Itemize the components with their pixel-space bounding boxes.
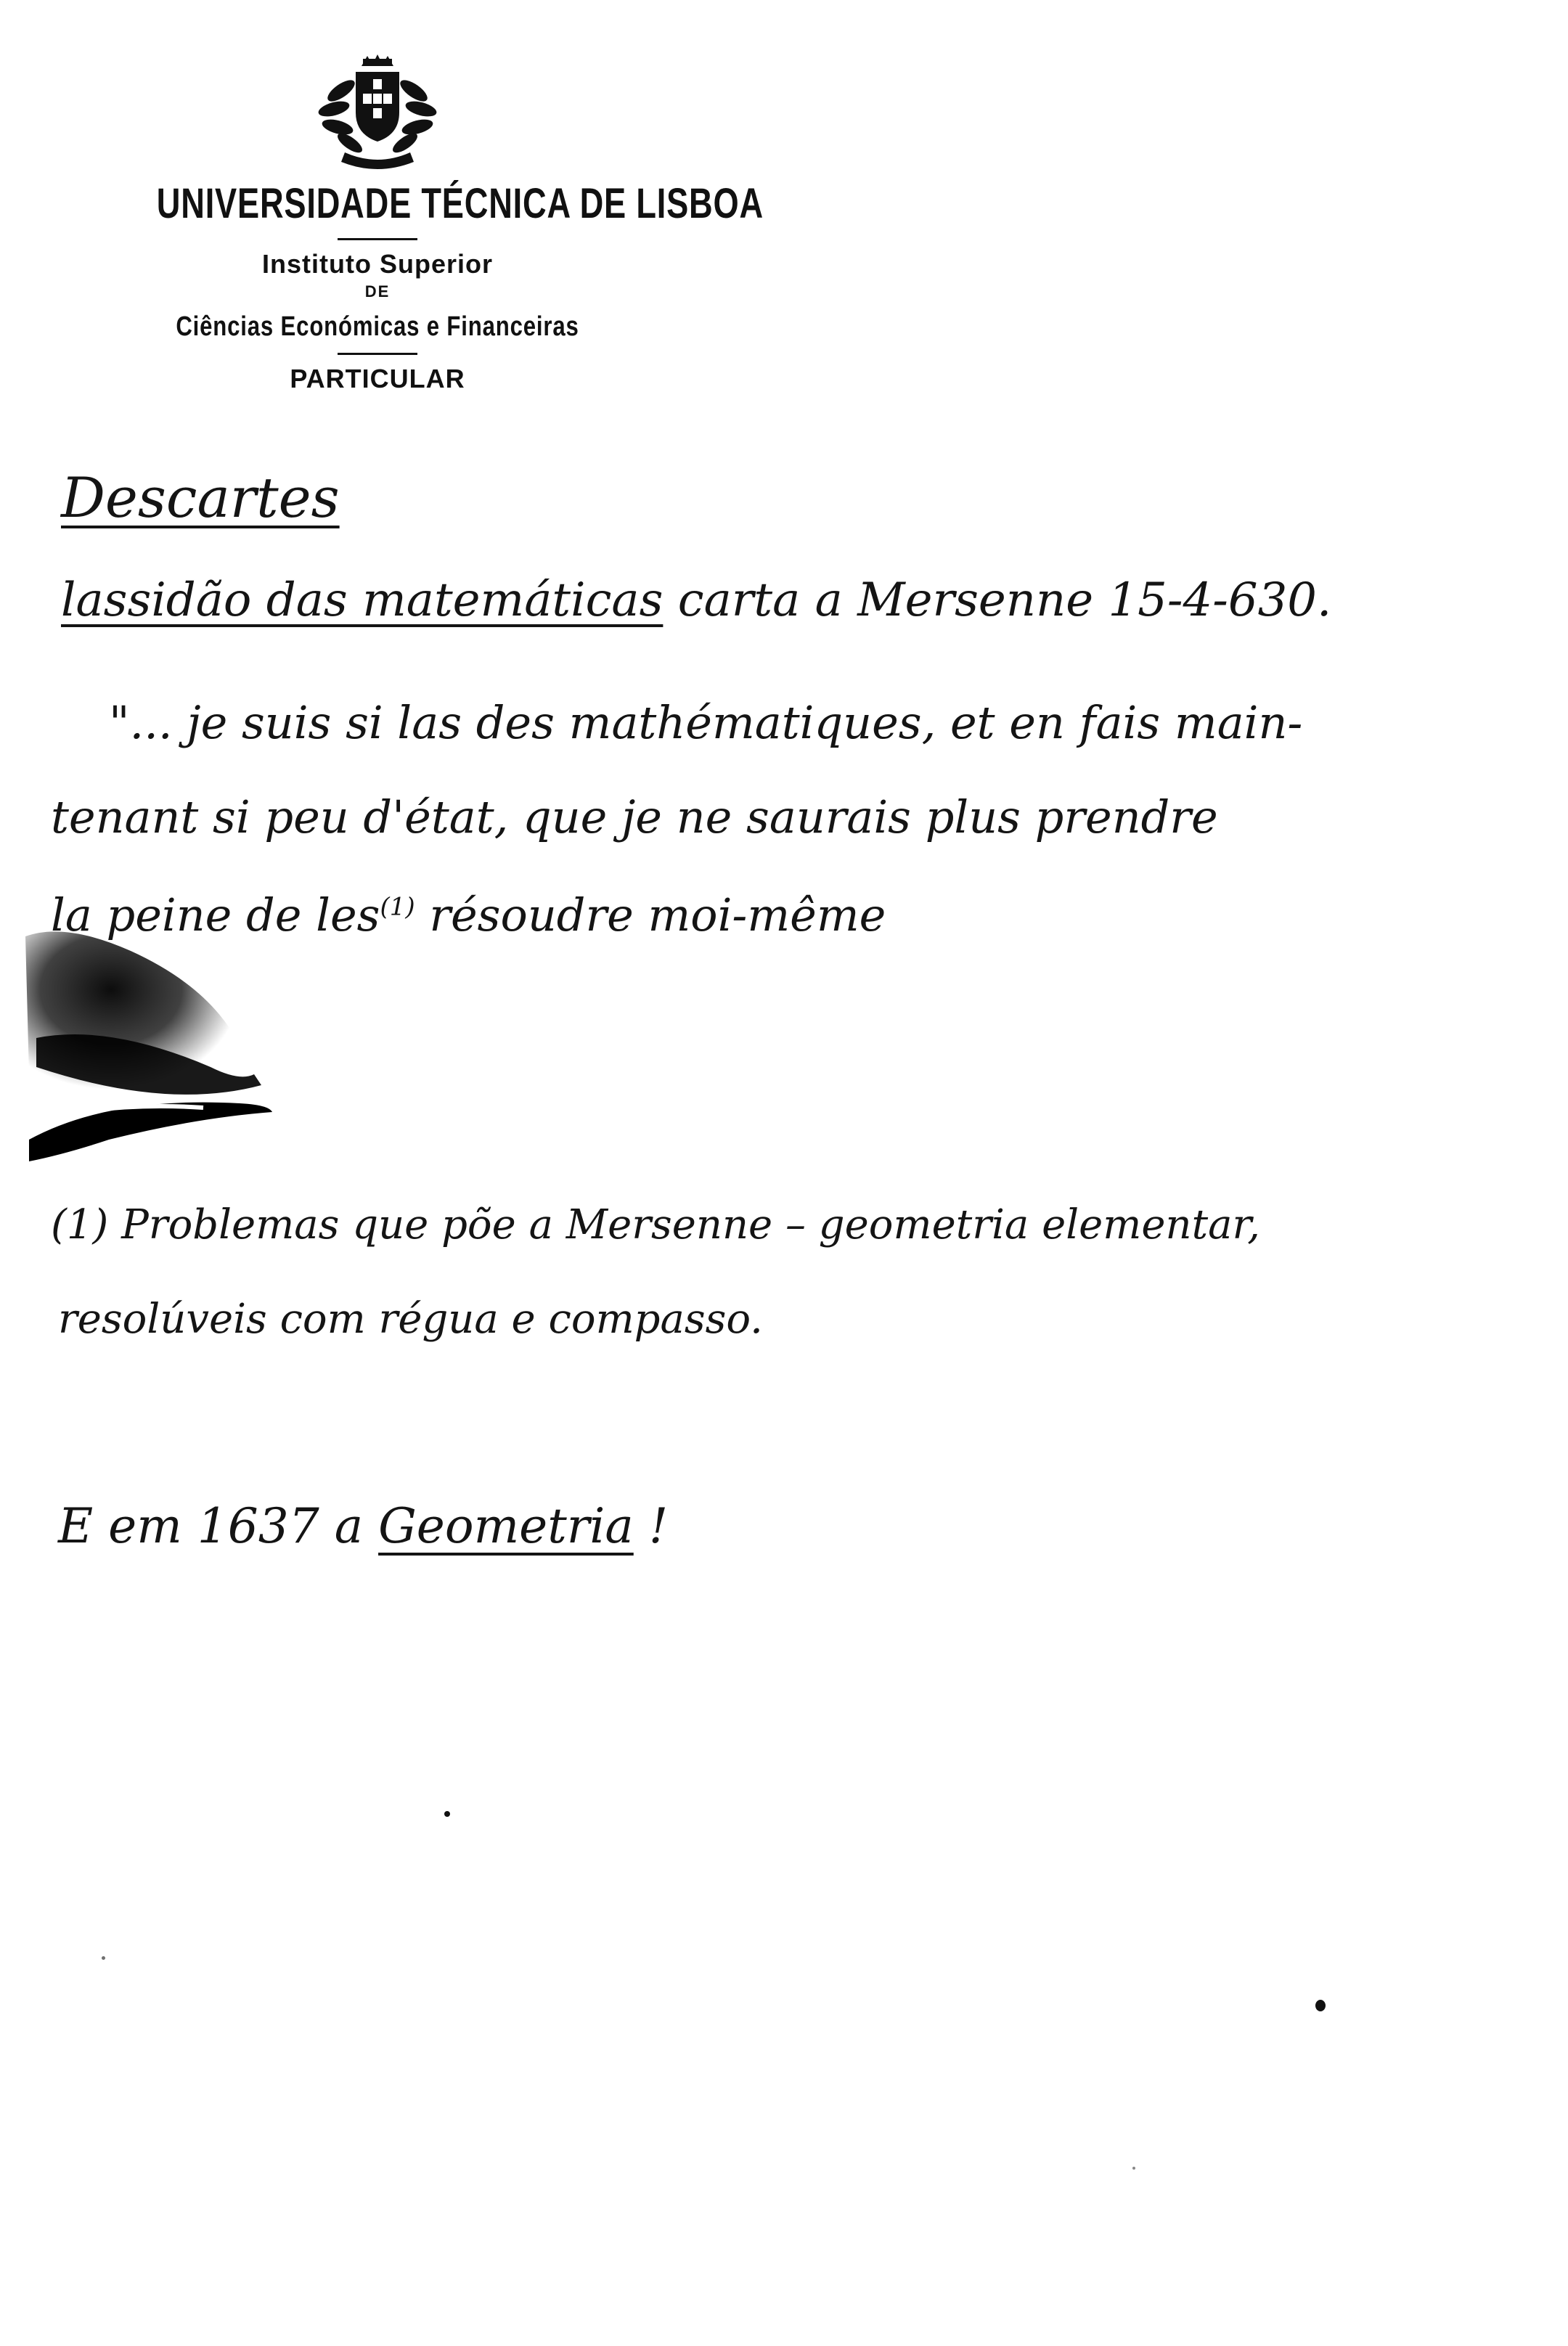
note-line-1 — [61, 573, 1332, 627]
ink-smudge — [22, 922, 298, 1176]
faculty-name: Ciências Económicas e Financeiras — [176, 311, 579, 342]
closing-line — [58, 1498, 669, 1554]
ink-speck — [1315, 2000, 1326, 2011]
divider — [338, 353, 417, 355]
closing-work-title: Geometria — [378, 1498, 634, 1554]
note-title: Descartes — [61, 465, 340, 530]
institute-connector: DE — [364, 282, 391, 301]
letterhead — [94, 54, 764, 394]
note-subject: lassidão das matemáticas — [61, 573, 663, 627]
closing-line-end: ! — [633, 1498, 669, 1554]
letterhead-label: PARTICULAR — [290, 364, 465, 393]
university-name: UNIVERSIDADE TÉCNICA DE LISBOA — [156, 180, 764, 227]
quote-line-1: "... je suis si las des mathématiques, et en fais main- — [109, 696, 1303, 749]
footnote-line-2: resolúveis com régua e compasso. — [58, 1296, 763, 1343]
footnote-marker: (1) — [380, 892, 415, 922]
ink-speck — [102, 1956, 105, 1960]
closing-line-start: E em 1637 a — [58, 1498, 379, 1554]
quote-line-3-start: la peine de les — [51, 888, 380, 941]
quote-line-3-end: résoudre moi-même — [415, 888, 886, 941]
quote-line-2: tenant si peu d'état, que je ne saurais plus prendre — [51, 790, 1218, 843]
ink-speck — [444, 1811, 450, 1817]
note-source: carta a Mersenne 15-4-630. — [663, 573, 1332, 627]
divider — [338, 238, 417, 240]
university-crest-icon — [305, 54, 450, 171]
ink-speck — [1132, 2167, 1135, 2170]
institute-name: Instituto Superior — [262, 249, 493, 279]
footnote-line-1: (1) Problemas que põe a Mersenne – geometria elementar, — [51, 1201, 1260, 1248]
